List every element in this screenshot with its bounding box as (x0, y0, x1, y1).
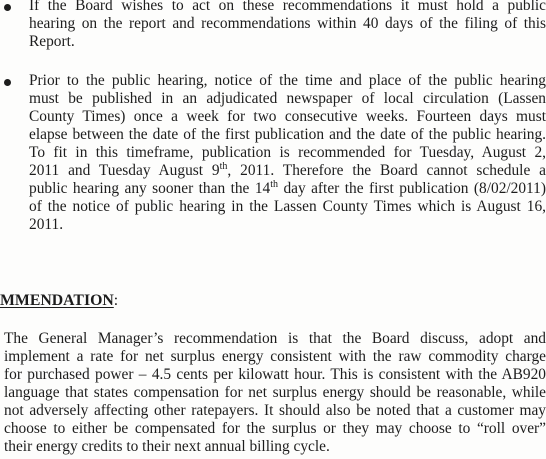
paragraph-line: implement a rate for net surplus energy consistent with the raw commodity charge (4, 348, 546, 365)
bullet-line: must be published in an adjudicated newspaper of local circulation (Lassen (29, 90, 546, 107)
bullet-line (29, 162, 546, 180)
paragraph-line: not adversely affecting other ratepayers. It should also be noted that a customer may (4, 402, 546, 419)
section-heading-colon: : (113, 292, 119, 309)
paragraph-line: for purchased power – 4.5 cents per kilowatt hour. This is consistent with the AB920 (4, 366, 546, 383)
bullet-line (29, 180, 546, 198)
text-fragment: , 2011. Therefore the Board cannot schedule a (227, 162, 546, 179)
text-fragment: public hearing any sooner than the 14 (29, 180, 271, 197)
paragraph-line: choose to either be compensated for the surplus or they may choose to “roll over” (4, 420, 546, 437)
bullet-line: hearing on the report and recommendations within 40 days of the filing of this (29, 15, 546, 32)
bullet-line: To fit in this timeframe, publication is recommended for Tuesday, August 2, (29, 144, 546, 161)
text-fragment: day after the first publication (8/02/2011) (278, 180, 546, 197)
paragraph-line: their energy credits to their next annual billing cycle. (4, 438, 330, 455)
section-heading (0, 292, 118, 310)
bullet-line: If the Board wishes to act on these recommendations it must hold a public (29, 0, 546, 14)
bullet-line: County Times) once a week for two consecutive weeks. Fourteen days must (29, 108, 546, 125)
paragraph-line: language that states compensation for net surplus energy should be reasonable, while (4, 384, 546, 401)
section-heading-text: MMENDATION (0, 292, 114, 309)
ordinal-suffix: th (270, 179, 278, 190)
bullet-icon (4, 4, 11, 11)
bullet-icon (4, 79, 11, 86)
bullet-line: Report. (29, 33, 75, 50)
ordinal-suffix: th (219, 161, 228, 172)
bullet-line: 2011. (29, 216, 64, 233)
text-fragment: 2011 and Tuesday August 9 (29, 162, 220, 179)
bullet-line: elapse between the date of the first publication and the date of the public hearing. (29, 126, 546, 143)
bullet-line: of the notice of public hearing in the Lassen County Times which is August 16, (29, 198, 546, 215)
paragraph-line: The General Manager’s recommendation is that the Board discuss, adopt and (4, 330, 546, 347)
bullet-line: Prior to the public hearing, notice of the time and place of the public hearing (29, 72, 546, 89)
